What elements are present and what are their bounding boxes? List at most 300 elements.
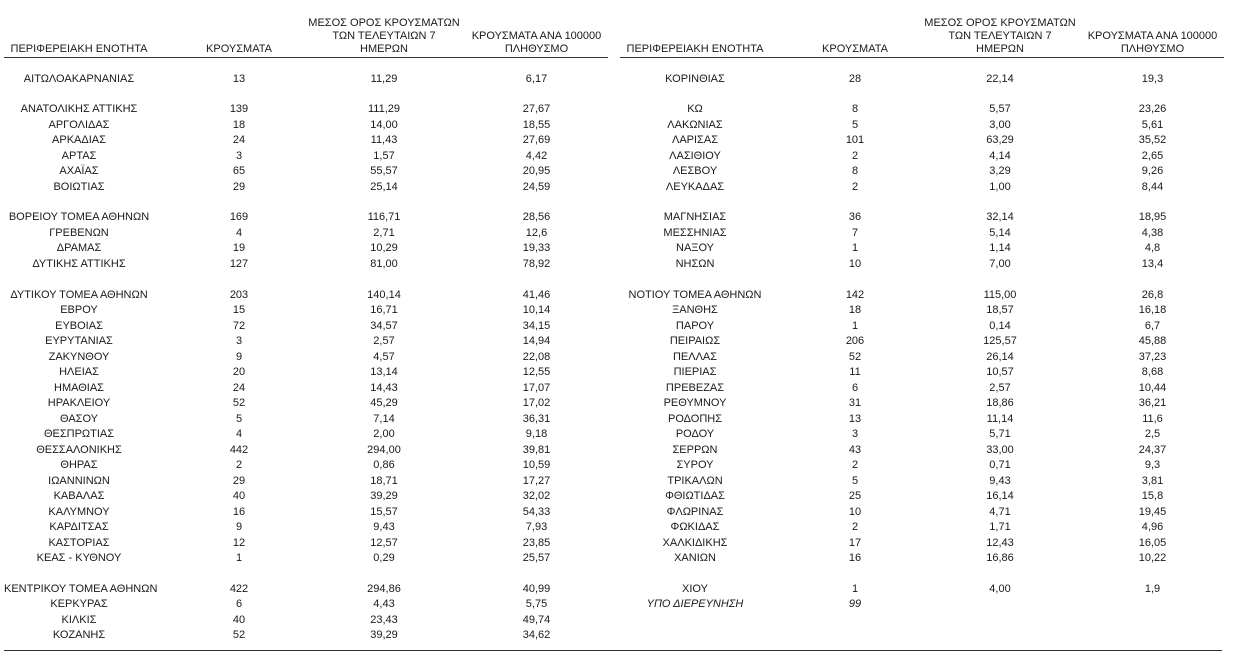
table-row (620, 443, 1224, 459)
cases-cell: 52 (232, 629, 246, 641)
per100k-cell: 7,93 (525, 521, 548, 533)
cases-cell: 20 (232, 366, 246, 378)
left-table-header (4, 10, 608, 56)
table-row (4, 536, 608, 552)
table-row (620, 303, 1224, 319)
avg7-cell: 55,57 (370, 165, 398, 177)
cases-cell: 18 (848, 304, 862, 316)
avg7-cell: 116,71 (367, 211, 401, 223)
cases-cell: 6 (235, 598, 243, 610)
table-row (620, 241, 1224, 257)
region-cell: ΙΩΑΝΝΙΝΩΝ (48, 474, 110, 487)
per100k-cell: 26,8 (1141, 288, 1164, 301)
cases-cell: 3 (851, 428, 859, 440)
table-row (620, 505, 1224, 521)
avg7-cell: 1,14 (989, 242, 1011, 254)
table-row (620, 427, 1224, 443)
per100k-cell: 6,7 (1144, 319, 1161, 332)
cases-cell: 127 (229, 257, 249, 270)
avg7-cell: 18,86 (986, 397, 1014, 409)
avg7-cell: 2,71 (373, 226, 395, 239)
region-cell: ΛΑΣΙΘΙΟΥ (669, 149, 721, 162)
avg7-cell: 1,57 (373, 149, 395, 162)
table-row (4, 597, 608, 613)
region-cell: ΚΟΡΙΝΘΙΑΣ (665, 73, 725, 85)
table-row (620, 133, 1224, 149)
cases-cell: 4 (235, 226, 243, 239)
avg7-cell: 5,14 (989, 226, 1011, 239)
region-cell: ΝΑΞΟΥ (676, 242, 714, 254)
per100k-cell: 16,18 (1138, 304, 1167, 316)
avg7-cell: 1,00 (989, 180, 1011, 193)
avg7-cell: 10,29 (370, 242, 398, 254)
region-cell: ΛΑΚΩΝΙΑΣ (667, 118, 723, 131)
table-row (620, 288, 1224, 304)
region-cell: ΚΩ (687, 103, 703, 115)
cases-cell: 1 (851, 319, 859, 332)
cases-cell: 11 (849, 366, 861, 378)
avg7-cell: 4,43 (373, 598, 395, 610)
region-cell: ΦΘΙΩΤΙΔΑΣ (665, 490, 725, 502)
cases-cell: 16 (848, 552, 862, 564)
per100k-cell: 54,33 (522, 505, 551, 518)
table-row (4, 118, 608, 134)
cases-cell: 13 (232, 73, 246, 85)
cases-cell: 206 (845, 335, 865, 347)
table-row (620, 226, 1224, 242)
region-cell: ΝΗΣΩΝ (675, 257, 715, 270)
region-cell: ΔΥΤΙΚΟΥ ΤΟΜΕΑ ΑΘΗΝΩΝ (10, 288, 148, 301)
per100k-cell: 15,8 (1141, 490, 1164, 502)
per100k-cell: 17,02 (522, 397, 551, 409)
region-cell: ΕΥΡΥΤΑΝΙΑΣ (45, 335, 113, 347)
cases-cell: 40 (232, 490, 246, 502)
region-cell: ΧΑΛΚΙΔΙΚΗΣ (662, 536, 728, 549)
table-row (620, 551, 1224, 567)
cases-cell: 1 (851, 242, 859, 254)
header-rule (620, 57, 1224, 58)
avg7-cell: 9,43 (989, 474, 1011, 487)
avg7-cell: 115,00 (983, 288, 1017, 301)
avg7-cell: 9,43 (373, 521, 395, 533)
cases-cell: 139 (229, 103, 249, 115)
region-cell: ΦΩΚΙΔΑΣ (670, 521, 720, 533)
table-row (620, 489, 1224, 505)
region-cell: ΚΟΖΑΝΗΣ (52, 629, 106, 641)
table-row (4, 334, 608, 350)
avg7-cell: 11,43 (370, 134, 398, 146)
per100k-cell: 12,55 (522, 366, 551, 378)
cases-cell: 5 (235, 412, 243, 425)
table-row (620, 412, 1224, 428)
per100k-cell: 8,44 (1141, 180, 1164, 193)
region-cell: ΠΡΕΒΕΖΑΣ (665, 381, 725, 394)
avg7-cell: 14,43 (370, 381, 398, 394)
avg7-cell: 2,57 (989, 381, 1011, 394)
per100k-cell: 1,9 (1144, 582, 1161, 595)
avg7-cell: 4,00 (989, 582, 1011, 595)
per100k-cell: 18,55 (522, 118, 551, 131)
region-cell: ΗΡΑΚΛΕΙΟΥ (47, 397, 111, 409)
table-row (4, 489, 608, 505)
cases-cell: 24 (232, 381, 246, 394)
avg7-cell: 294,86 (367, 582, 401, 595)
avg7-cell: 26,14 (986, 350, 1014, 363)
table-row (4, 288, 608, 304)
per100k-cell: 5,75 (525, 598, 548, 610)
cases-cell: 29 (232, 474, 246, 487)
per100k-cell: 39,81 (522, 443, 551, 456)
region-cell: ΡΟΔΟΠΗΣ (667, 412, 723, 425)
cases-cell: 442 (229, 443, 249, 456)
cases-cell: 6 (851, 381, 859, 394)
region-cell: ΜΑΓΝΗΣΙΑΣ (663, 211, 727, 223)
per100k-cell: 9,3 (1144, 459, 1161, 471)
avg7-cell: 32,14 (986, 211, 1014, 223)
table-row (620, 365, 1224, 381)
per100k-cell: 5,61 (1141, 118, 1164, 131)
region-cell: ΤΡΙΚΑΛΩΝ (667, 474, 723, 487)
per100k-cell: 36,31 (522, 412, 551, 425)
footer-rule (4, 650, 1222, 651)
region-cell: ΡΟΔΟΥ (675, 428, 715, 440)
avg7-cell: 4,14 (989, 149, 1011, 162)
table-row (620, 381, 1224, 397)
table-row (4, 102, 608, 118)
table-row (620, 257, 1224, 273)
table-row (4, 133, 608, 149)
region-cell: ΗΜΑΘΙΑΣ (54, 381, 104, 394)
per100k-cell: 10,59 (522, 459, 551, 471)
cases-cell: 2 (851, 180, 859, 193)
table-row (620, 149, 1224, 165)
avg7-cell: 14,00 (370, 118, 398, 131)
cases-cell: 142 (845, 288, 865, 301)
avg7-cell: 1,71 (989, 521, 1011, 533)
region-cell: ΠΙΕΡΙΑΣ (673, 366, 717, 378)
table-row (4, 458, 608, 474)
avg7-cell: 34,57 (370, 319, 398, 332)
region-cell: ΝΟΤΙΟΥ ΤΟΜΕΑ ΑΘΗΝΩΝ (628, 288, 762, 301)
avg7-cell: 16,86 (986, 552, 1014, 564)
avg7-cell: 25,14 (370, 180, 398, 193)
table-row (620, 520, 1224, 536)
avg7-cell: 2,57 (373, 335, 395, 347)
cases-cell: 7 (851, 226, 859, 239)
avg7-cell: 63,29 (986, 134, 1014, 146)
cases-cell: 15 (232, 304, 246, 316)
avg7-cell: 16,14 (986, 490, 1014, 502)
per100k-cell: 9,26 (1141, 165, 1164, 177)
table-row (620, 597, 1224, 613)
table-row (4, 613, 608, 629)
cases-column-header: ΚΡΟΥΣΜΑΤΑ (206, 43, 272, 55)
per100k-cell: 27,69 (522, 134, 551, 146)
avg7-column-header: ΜΕΣΟΣ ΟΡΟΣ ΚΡΟΥΣΜΑΤΩΝ ΤΩΝ ΤΕΛΕΥΤΑΙΩΝ 7 ΗΜΕΡΩΝ (308, 17, 460, 55)
avg7-cell: 13,14 (370, 366, 398, 378)
per100k-cell: 22,08 (522, 350, 551, 363)
region-cell: ΛΕΥΚΑΔΑΣ (665, 180, 725, 193)
region-cell: ΠΑΡΟΥ (675, 319, 715, 332)
table-row (4, 350, 608, 366)
per100k-cell: 23,85 (522, 536, 551, 549)
region-cell: ΚΑΣΤΟΡΙΑΣ (48, 536, 110, 549)
table-row (4, 551, 608, 567)
cases-cell: 2 (851, 459, 859, 471)
per100k-cell: 6,17 (525, 73, 548, 85)
table-row (4, 303, 608, 319)
table-row (4, 427, 608, 443)
table-row (4, 443, 608, 459)
cases-cell: 3 (235, 149, 243, 162)
region-cell: ΒΟΙΩΤΙΑΣ (53, 180, 105, 193)
per100k-cell: 3,81 (1141, 474, 1164, 487)
avg7-cell: 0,14 (989, 319, 1011, 332)
per100k-cell: 4,38 (1141, 226, 1164, 239)
region-cell: ΥΠΟ ΔΙΕΡΕΥΝΗΣΗ (646, 598, 744, 610)
per100k-cell: 19,3 (1141, 73, 1164, 85)
region-cell: ΚΕΝΤΡΙΚΟΥ ΤΟΜΕΑ ΑΘΗΝΩΝ (4, 582, 158, 595)
per100k-cell: 23,26 (1138, 103, 1167, 115)
avg7-column-header: ΜΕΣΟΣ ΟΡΟΣ ΚΡΟΥΣΜΑΤΩΝ ΤΩΝ ΤΕΛΕΥΤΑΙΩΝ 7 ΗΜΕΡΩΝ (924, 17, 1076, 55)
cases-cell: 422 (229, 582, 249, 595)
per100k-cell: 4,96 (1141, 521, 1164, 533)
avg7-cell: 5,57 (989, 103, 1011, 115)
cases-cell: 13 (848, 412, 862, 425)
cases-cell: 10 (848, 257, 862, 270)
right-table-header (620, 10, 1224, 56)
table-row (620, 474, 1224, 490)
region-cell: ΡΕΘΥΜΝΟΥ (663, 397, 727, 409)
cases-cell: 8 (851, 165, 859, 177)
region-cell: ΘΑΣΟΥ (59, 412, 99, 425)
per100k-cell: 9,18 (525, 428, 548, 440)
region-cell: ΗΛΕΙΑΣ (59, 366, 99, 378)
per100k-cell: 24,37 (1138, 443, 1167, 456)
cases-cell: 2 (851, 521, 859, 533)
region-cell: ΑΡΚΑΔΙΑΣ (52, 134, 106, 146)
region-cell: ΧΙΟΥ (682, 582, 708, 595)
cases-cell: 40 (232, 613, 246, 626)
cases-cell: 24 (232, 134, 246, 146)
per100k-cell: 4,42 (525, 149, 548, 162)
avg7-cell: 3,00 (989, 118, 1011, 131)
cases-cell: 99 (848, 598, 862, 610)
avg7-cell: 45,29 (370, 397, 398, 409)
avg7-cell: 11,29 (370, 73, 398, 85)
region-cell: ΣΥΡΟΥ (676, 459, 714, 471)
table-row (620, 582, 1224, 598)
table-row (620, 536, 1224, 552)
avg7-cell: 0,29 (373, 552, 395, 564)
per100k-cell: 49,74 (522, 613, 551, 626)
avg7-cell: 5,71 (989, 428, 1011, 440)
cases-cell: 29 (232, 180, 246, 193)
avg7-cell: 4,71 (989, 505, 1011, 518)
avg7-cell: 15,57 (370, 505, 398, 518)
cases-cell: 18 (232, 118, 246, 131)
cases-cell: 169 (229, 211, 249, 223)
table-row (4, 412, 608, 428)
cases-cell: 36 (848, 211, 862, 223)
per100k-cell: 78,92 (522, 257, 551, 270)
region-cell: ΚΑΒΑΛΑΣ (53, 490, 105, 502)
per100k-cell: 36,21 (1138, 397, 1167, 409)
cases-cell: 203 (229, 288, 249, 301)
region-cell: ΜΕΣΣΗΝΙΑΣ (663, 226, 727, 239)
cases-cell: 2 (851, 149, 859, 162)
region-cell: ΑΧΑΪΑΣ (59, 165, 99, 177)
region-cell: ΔΥΤΙΚΗΣ ΑΤΤΙΚΗΣ (32, 257, 126, 270)
avg7-cell: 39,29 (370, 629, 398, 641)
region-cell: ΓΡΕΒΕΝΩΝ (49, 226, 109, 239)
per100k-cell: 14,94 (522, 335, 551, 347)
header-rule (4, 57, 608, 58)
table-row (4, 520, 608, 536)
table-row (620, 72, 1224, 88)
per100k-cell: 32,02 (522, 490, 551, 502)
table-row (620, 180, 1224, 196)
per100k-cell: 20,95 (522, 165, 551, 177)
region-cell: ΞΑΝΘΗΣ (672, 304, 718, 316)
region-cell: ΠΕΙΡΑΙΩΣ (669, 335, 721, 347)
per100k-cell: 10,22 (1138, 552, 1167, 564)
region-cell: ΣΕΡΡΩΝ (672, 443, 718, 456)
region-cell: ΛΕΣΒΟΥ (672, 165, 718, 177)
avg7-cell: 111,29 (367, 103, 400, 115)
avg7-cell: 16,71 (370, 304, 398, 316)
table-row (4, 582, 608, 598)
table-row (620, 164, 1224, 180)
cases-cell: 72 (232, 319, 246, 332)
cases-cell: 9 (235, 521, 243, 533)
per100k-cell: 25,57 (522, 552, 551, 564)
region-cell: ΘΕΣΣΑΛΟΝΙΚΗΣ (36, 443, 122, 456)
cases-cell: 1 (235, 552, 243, 564)
region-cell: ΑΝΑΤΟΛΙΚΗΣ ΑΤΤΙΚΗΣ (20, 103, 138, 115)
region-cell: ΚΑΡΔΙΤΣΑΣ (49, 521, 109, 533)
avg7-cell: 294,00 (367, 443, 401, 456)
avg7-cell: 81,00 (370, 257, 398, 270)
table-row (4, 180, 608, 196)
region-cell: ΑΡΓΟΛΙΔΑΣ (48, 118, 110, 131)
avg7-cell: 0,86 (373, 459, 395, 471)
table-row (4, 257, 608, 273)
avg7-cell: 11,14 (986, 412, 1014, 425)
region-cell: ΒΟΡΕΙΟΥ ΤΟΜΕΑ ΑΘΗΝΩΝ (8, 211, 150, 223)
table-row (620, 396, 1224, 412)
region-cell: ΕΒΡΟΥ (60, 304, 98, 316)
avg7-cell: 18,57 (986, 304, 1014, 316)
table-row (4, 226, 608, 242)
per100k-cell: 13,4 (1141, 257, 1164, 270)
avg7-cell: 12,57 (370, 536, 398, 549)
per100k-column-header: ΚΡΟΥΣΜΑΤΑ ΑΝΑ 100000 ΠΛΗΘΥΣΜΟ (1087, 30, 1218, 55)
table-row (4, 474, 608, 490)
region-cell: ΑΡΤΑΣ (61, 149, 97, 162)
per100k-cell: 17,07 (522, 381, 551, 394)
per100k-cell: 35,52 (1138, 134, 1167, 146)
per100k-cell: 8,68 (1141, 366, 1164, 378)
cases-cell: 19 (232, 242, 246, 254)
cases-cell: 8 (851, 103, 859, 115)
per100k-cell: 34,15 (522, 319, 551, 332)
cases-cell: 1 (851, 582, 859, 595)
avg7-cell: 7,14 (373, 412, 395, 425)
per100k-cell: 2,65 (1141, 149, 1164, 162)
per100k-cell: 40,99 (522, 582, 551, 595)
cases-cell: 28 (848, 73, 862, 85)
table-row (4, 396, 608, 412)
table-row (620, 319, 1224, 335)
region-cell: ΖΑΚΥΝΘΟΥ (48, 350, 110, 363)
per100k-cell: 45,88 (1138, 335, 1167, 347)
avg7-cell: 125,57 (983, 335, 1017, 347)
region-cell: ΘΗΡΑΣ (60, 459, 98, 471)
cases-cell: 3 (235, 335, 243, 347)
table-row (4, 365, 608, 381)
table-row (4, 241, 608, 257)
region-cell: ΑΙΤΩΛΟΑΚΑΡΝΑΝΙΑΣ (23, 73, 135, 85)
region-cell: ΦΛΩΡΙΝΑΣ (666, 505, 724, 518)
table-row (620, 102, 1224, 118)
table-row (620, 350, 1224, 366)
cases-cell: 9 (235, 350, 243, 363)
cases-cell: 101 (845, 134, 865, 146)
table-row (4, 72, 608, 88)
avg7-cell: 3,29 (989, 165, 1011, 177)
per100k-cell: 17,27 (522, 474, 551, 487)
table-row (4, 381, 608, 397)
table-row (620, 210, 1224, 226)
cases-cell: 2 (235, 459, 243, 471)
per100k-cell: 4,8 (1144, 242, 1161, 254)
cases-cell: 16 (232, 505, 246, 518)
per100k-cell: 24,59 (522, 180, 551, 193)
table-row (4, 505, 608, 521)
per100k-cell: 27,67 (522, 103, 551, 115)
avg7-cell: 10,57 (986, 366, 1014, 378)
per100k-cell: 18,95 (1138, 211, 1167, 223)
table-row (620, 118, 1224, 134)
avg7-cell: 33,00 (986, 443, 1014, 456)
region-cell: ΧΑΝΙΩΝ (674, 552, 716, 564)
cases-column-header: ΚΡΟΥΣΜΑΤΑ (822, 43, 888, 55)
region-cell: ΔΡΑΜΑΣ (56, 242, 102, 254)
avg7-cell: 4,57 (373, 350, 395, 363)
region-cell: ΠΕΛΛΑΣ (672, 350, 718, 363)
region-column-header: ΠΕΡΙΦΕΡΕΙΑΚΗ ΕΝΟΤΗΤΑ (10, 43, 148, 55)
per100k-cell: 28,56 (522, 211, 551, 223)
per100k-cell: 10,14 (522, 304, 551, 316)
avg7-cell: 23,43 (370, 613, 398, 626)
table-row (4, 628, 608, 644)
avg7-cell: 39,29 (370, 490, 398, 502)
cases-cell: 31 (848, 397, 862, 409)
region-cell: ΚΙΛΚΙΣ (61, 613, 97, 626)
region-cell: ΛΑΡΙΣΑΣ (671, 134, 718, 146)
cases-cell: 65 (232, 165, 246, 177)
region-column-header: ΠΕΡΙΦΕΡΕΙΑΚΗ ΕΝΟΤΗΤΑ (626, 43, 764, 55)
cases-cell: 43 (848, 443, 862, 456)
cases-cell: 17 (848, 536, 862, 549)
region-cell: ΚΑΛΥΜΝΟΥ (48, 505, 110, 518)
avg7-cell: 0,71 (989, 459, 1011, 471)
per100k-cell: 16,05 (1138, 536, 1167, 549)
per100k-cell: 34,62 (522, 629, 551, 641)
per100k-cell: 19,33 (522, 242, 551, 254)
region-cell: ΚΕΡΚΥΡΑΣ (50, 598, 108, 610)
